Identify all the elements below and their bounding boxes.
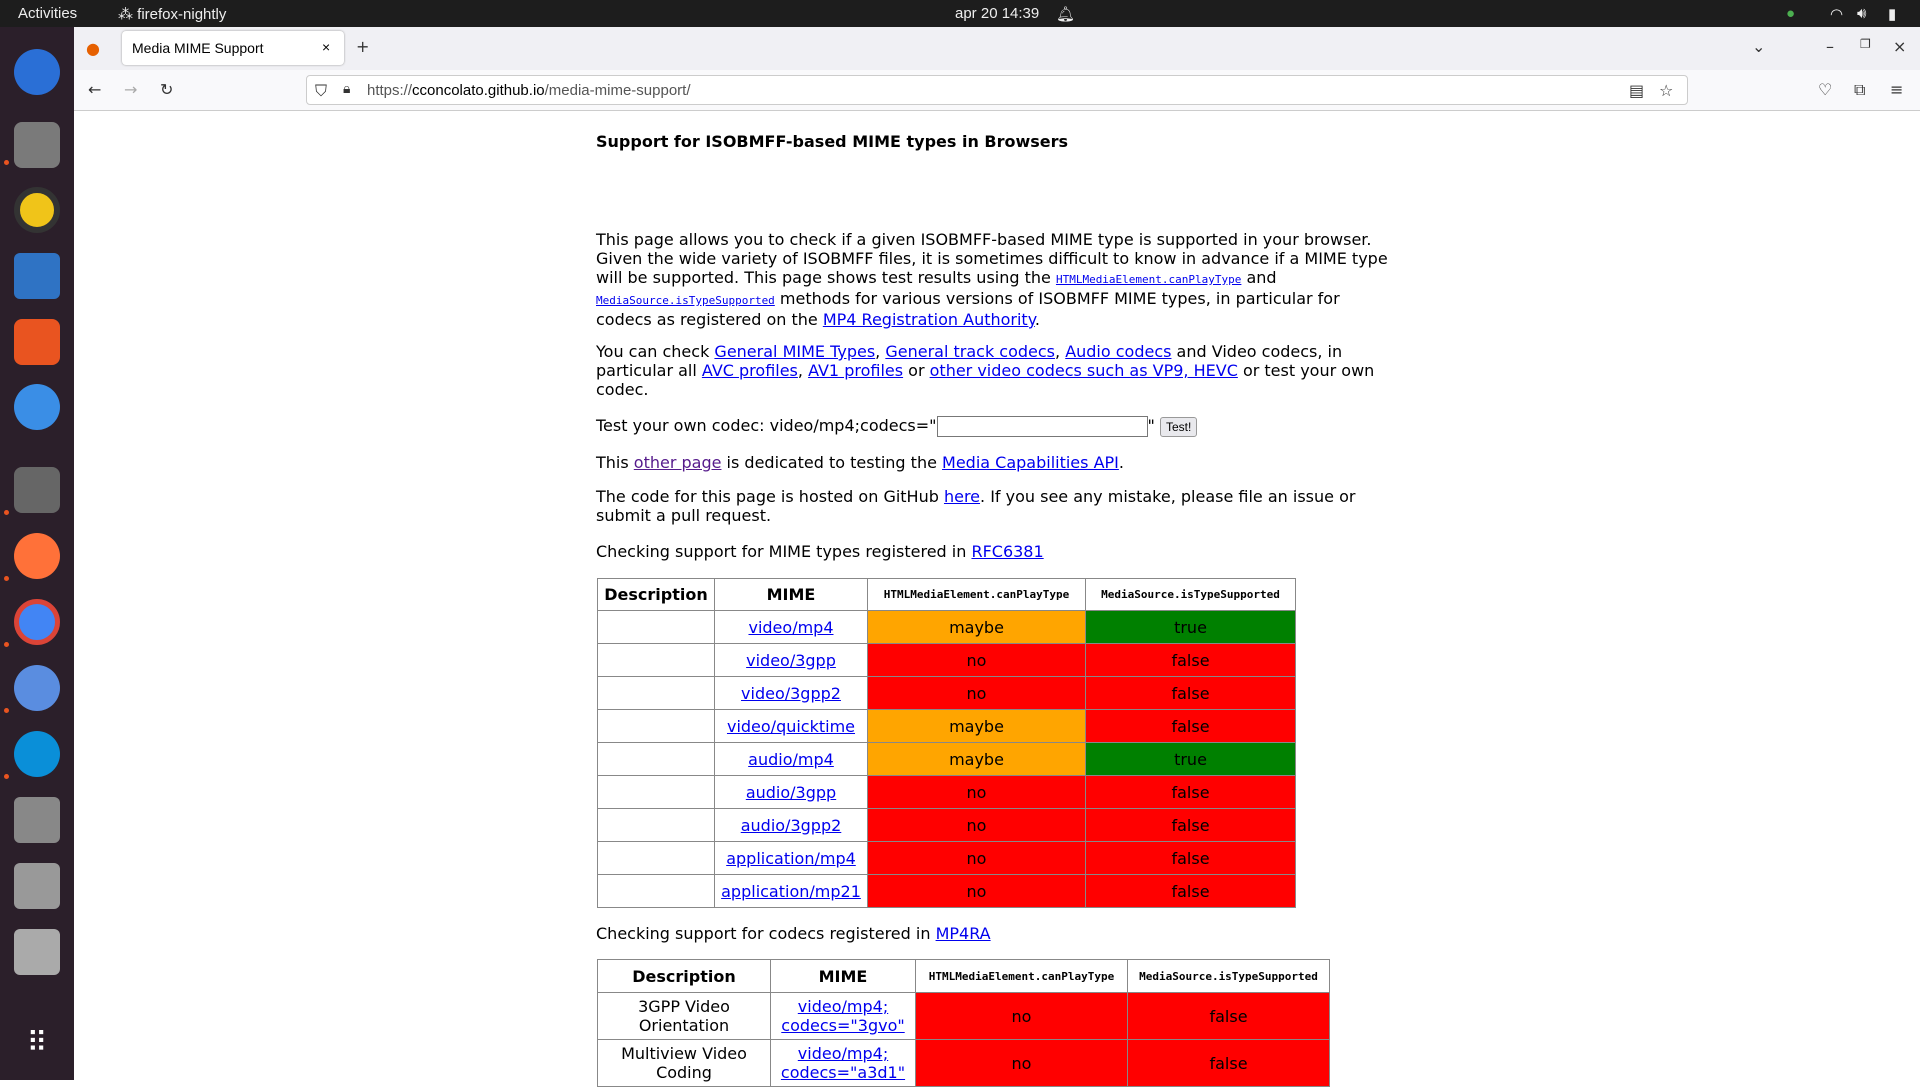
row-description xyxy=(598,809,715,842)
general-mime-types-link[interactable]: General MIME Types xyxy=(714,342,876,361)
canplaytype-result: no xyxy=(868,677,1086,710)
mp4ra-table xyxy=(597,959,1330,1087)
browser-icon[interactable] xyxy=(14,665,60,711)
mime-link[interactable]: application/mp4 xyxy=(726,848,856,868)
canplaytype-link[interactable]: HTMLMediaElement.canPlayType xyxy=(1055,273,1242,286)
mime-link[interactable]: video/mp4 xyxy=(748,617,834,637)
test-button[interactable]: Test! xyxy=(1160,417,1197,437)
restore-icon[interactable]: ❐ xyxy=(1860,37,1871,51)
pocket-icon[interactable]: ♡ xyxy=(1818,80,1833,99)
intro-paragraph: This page allows you to check if a given ISOBMFF-based MIME type is supported in your browser. Given the wide variety of ISOBMFF files, it is sometimes difficult to know in advance if a MIME type will be supported. This page shows test results using the HTMLMediaElement.canPlayType and MediaSource.isTypeSupported methods for various versions of ISOBMFF MIME types, in particular for codecs as registered on the MP4 Registration Authority. xyxy=(596,230,1388,329)
rfc6381-table xyxy=(597,578,1296,908)
row-description xyxy=(598,776,715,809)
tab-bar xyxy=(74,27,1920,70)
tracking-shield-icon[interactable]: ⛉ xyxy=(315,81,328,100)
skype-icon[interactable] xyxy=(14,731,60,777)
forward-icon: → xyxy=(124,80,138,99)
row-description xyxy=(598,611,715,644)
new-tab-icon[interactable]: + xyxy=(356,37,370,56)
row-mime xyxy=(715,842,868,875)
table-row xyxy=(598,809,1296,842)
row-description xyxy=(598,677,715,710)
clock[interactable]: apr 20 14:39 xyxy=(955,5,1040,22)
rfc6381-link[interactable]: RFC6381 xyxy=(971,542,1044,561)
row-mime xyxy=(715,677,868,710)
header-description: Description xyxy=(598,579,715,611)
row-mime xyxy=(715,644,868,677)
table-row xyxy=(598,677,1296,710)
rhythmbox-icon[interactable] xyxy=(14,187,60,233)
system-top-bar xyxy=(0,0,1920,27)
row-mime xyxy=(771,1040,916,1087)
canplaytype-result: no xyxy=(868,776,1086,809)
row-description xyxy=(598,842,715,875)
chrome-icon[interactable] xyxy=(14,599,60,645)
back-icon[interactable]: ← xyxy=(88,80,102,99)
settings-icon[interactable] xyxy=(14,467,60,513)
app-indicator[interactable]: ⁂ firefox-nightly xyxy=(118,6,227,23)
firefox-view-icon[interactable]: ● xyxy=(86,39,100,58)
istypesupported-result: false xyxy=(1086,875,1296,908)
header-istypesupported: MediaSource.isTypeSupported xyxy=(1128,960,1330,993)
istypesupported-result: true xyxy=(1086,743,1296,776)
canplaytype-result: maybe xyxy=(868,611,1086,644)
github-paragraph: The code for this page is hosted on GitHub here. If you see any mistake, please file an issue or submit a pull request. xyxy=(596,487,1356,525)
tab-title: Media MIME Support xyxy=(132,40,264,56)
mime-link[interactable]: video/3gpp2 xyxy=(741,683,841,703)
url-prefix: https:// xyxy=(367,82,413,99)
url-bar[interactable] xyxy=(306,75,1688,105)
canplaytype-result: no xyxy=(868,875,1086,908)
canplaytype-result: maybe xyxy=(868,743,1086,776)
media-capabilities-link[interactable]: Media Capabilities API xyxy=(942,453,1119,472)
close-tab-icon[interactable]: × xyxy=(322,39,331,55)
reload-icon[interactable]: ↻ xyxy=(160,80,174,99)
navigation-bar xyxy=(74,70,1920,111)
section1-heading: Checking support for MIME types registered in RFC6381 xyxy=(596,542,1044,561)
row-mime xyxy=(715,743,868,776)
github-here-link[interactable]: here xyxy=(943,487,981,506)
row-mime xyxy=(715,875,868,908)
page-title: Support for ISOBMFF-based MIME types in Browsers xyxy=(596,132,1069,151)
canplaytype-result: no xyxy=(868,809,1086,842)
url-path: /media-mime-support/ xyxy=(544,82,691,99)
row-description xyxy=(598,710,715,743)
test-codec-row: Test your own codec: video/mp4;codecs=" " Test! xyxy=(596,416,1396,437)
row-mime xyxy=(715,611,868,644)
table-row xyxy=(598,1040,1330,1087)
software-icon[interactable] xyxy=(14,319,60,365)
table-row xyxy=(598,611,1296,644)
reader-view-icon[interactable]: ▤ xyxy=(1629,81,1645,100)
mime-link[interactable]: video/3gpp xyxy=(746,650,836,670)
activities-button[interactable]: Activities xyxy=(18,5,78,22)
table-row xyxy=(598,710,1296,743)
firefox-icon[interactable] xyxy=(14,533,60,579)
battery-icon[interactable]: ▮ xyxy=(1888,6,1897,23)
bookmark-star-icon[interactable]: ☆ xyxy=(1659,81,1674,100)
files-icon[interactable] xyxy=(14,122,60,168)
table-row xyxy=(598,644,1296,677)
row-mime xyxy=(715,710,868,743)
mime-link[interactable]: application/mp21 xyxy=(721,881,861,901)
volume-icon[interactable]: 🔊︎ xyxy=(1857,5,1867,22)
list-tabs-icon[interactable]: ⌄ xyxy=(1752,37,1766,56)
header-canplaytype: HTMLMediaElement.canPlayType xyxy=(916,960,1128,993)
notification-bell-icon: 🔔︎ xyxy=(1056,6,1076,23)
extensions-icon[interactable]: ⧉ xyxy=(1854,80,1866,99)
row-description: 3GPP Video Orientation xyxy=(598,993,771,1040)
other-page-link[interactable]: other page xyxy=(633,453,722,472)
istypesupported-result: false xyxy=(1086,710,1296,743)
table-row xyxy=(598,993,1330,1040)
canplaytype-result: maybe xyxy=(868,710,1086,743)
table-row xyxy=(598,842,1296,875)
url-domain: cconcolato.github.io xyxy=(412,82,545,99)
audio-codecs-link[interactable]: Audio codecs xyxy=(1065,342,1172,361)
codec-input[interactable] xyxy=(937,416,1148,437)
row-description: Multiview Video Coding xyxy=(598,1040,771,1087)
check-paragraph: You can check General MIME Types, General track codecs, Audio codecs and Video codecs, in particular all AVC profiles, AV1 profiles or other video codecs such as VP9, HEVC or test your own codec. xyxy=(596,342,1375,399)
header-description: Description xyxy=(598,960,771,993)
close-window-icon[interactable]: × xyxy=(1893,37,1907,56)
av1-profiles-link[interactable]: AV1 profiles xyxy=(808,361,904,380)
row-description xyxy=(598,743,715,776)
table-row xyxy=(598,776,1296,809)
mime-link[interactable]: audio/mp4 xyxy=(748,749,834,769)
istypesupported-link[interactable]: MediaSource.isTypeSupported xyxy=(596,294,775,307)
row-mime xyxy=(715,776,868,809)
table-row xyxy=(598,875,1296,908)
istypesupported-result: false xyxy=(1128,1040,1330,1087)
thunderbird-icon[interactable] xyxy=(14,49,60,95)
help-icon[interactable] xyxy=(14,384,60,430)
lock-icon[interactable]: 🔒︎ xyxy=(343,81,351,97)
istypesupported-result: false xyxy=(1086,842,1296,875)
header-mime: MIME xyxy=(771,960,916,993)
minimize-icon[interactable]: – xyxy=(1826,37,1834,56)
canplaytype-result: no xyxy=(868,842,1086,875)
istypesupported-result: false xyxy=(1086,677,1296,710)
wifi-icon[interactable]: ◠ xyxy=(1830,6,1844,23)
app-name: firefox-nightly xyxy=(137,6,227,23)
header-istypesupported: MediaSource.isTypeSupported xyxy=(1086,579,1296,611)
canplaytype-result: no xyxy=(916,993,1128,1040)
istypesupported-result: false xyxy=(1128,993,1330,1040)
mime-link[interactable]: video/mp4; codecs="3gvo" xyxy=(781,997,905,1035)
status-check-icon: ● xyxy=(1786,5,1796,22)
istypesupported-result: true xyxy=(1086,611,1296,644)
istypesupported-result: false xyxy=(1086,644,1296,677)
section2-heading: Checking support for codecs registered in MP4RA xyxy=(596,924,991,943)
mp4ra-section-link[interactable]: MP4RA xyxy=(935,924,991,943)
trash-icon[interactable] xyxy=(14,929,60,975)
other-video-codecs-link[interactable]: other video codecs such as VP9, HEVC xyxy=(929,361,1238,380)
ssd-drive-icon[interactable] xyxy=(14,797,60,843)
menu-icon[interactable]: ≡ xyxy=(1890,80,1904,99)
mime-link[interactable]: video/quicktime xyxy=(726,716,856,736)
writer-icon[interactable] xyxy=(14,253,60,299)
other-page-paragraph: This other page is dedicated to testing the Media Capabilities API. xyxy=(596,453,1124,472)
row-mime xyxy=(715,809,868,842)
header-canplaytype: HTMLMediaElement.canPlayType xyxy=(868,579,1086,611)
table-row xyxy=(598,743,1296,776)
mime-link[interactable]: video/mp4; codecs="a3d1" xyxy=(780,1044,906,1082)
row-mime xyxy=(771,993,916,1040)
mp4ra-link[interactable]: MP4 Registration Authority xyxy=(822,310,1035,329)
mime-link[interactable]: audio/3gpp xyxy=(745,782,837,802)
canplaytype-result: no xyxy=(868,644,1086,677)
dock xyxy=(0,27,74,1080)
istypesupported-result: false xyxy=(1086,809,1296,842)
general-track-codecs-link[interactable]: General track codecs xyxy=(885,342,1056,361)
disc-drive-icon[interactable] xyxy=(14,863,60,909)
header-mime: MIME xyxy=(715,579,868,611)
row-description xyxy=(598,875,715,908)
avc-profiles-link[interactable]: AVC profiles xyxy=(701,361,798,380)
app-grid-icon[interactable]: ⠿ xyxy=(26,1026,48,1059)
canplaytype-result: no xyxy=(916,1040,1128,1087)
row-description xyxy=(598,644,715,677)
istypesupported-result: false xyxy=(1086,776,1296,809)
tab-media-mime-support[interactable] xyxy=(122,31,344,65)
mime-link[interactable]: audio/3gpp2 xyxy=(740,815,842,835)
